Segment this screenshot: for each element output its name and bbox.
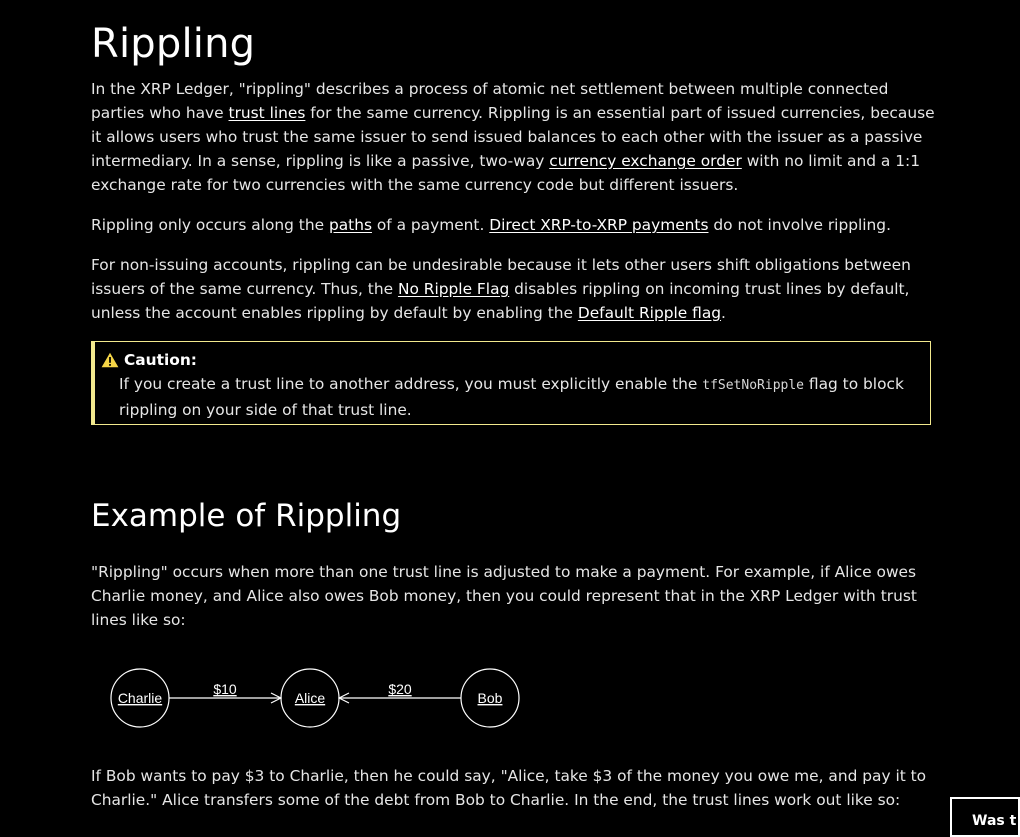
feedback-widget[interactable] <box>950 797 1020 837</box>
currency-exchange-order-link[interactable]: currency exchange order <box>549 152 742 170</box>
text-segment: flag to block rippling on your side of that trust line. <box>119 375 904 419</box>
text-segment: do not involve rippling. <box>708 216 891 234</box>
text-segment: for the same currency. Rippling is an essential part of issued currencies, because it allows users who trust the same issuer to send issued balances to each other with the issuer as a passive intermediary. In a sense, rippling is like a passive, two-way <box>91 104 935 170</box>
node-label-charlie[interactable]: Charlie <box>117 690 163 706</box>
example-paragraph: "Rippling" occurs when more than one trust line is adjusted to make a payment. For example, if Alice owes Charlie money, and Alice also owes Bob money, then you could represent that in the XRP Ledger with trust lines like so: <box>91 563 917 629</box>
node-label-bob[interactable]: Bob <box>477 690 503 706</box>
text-segment: Rippling only occurs along the <box>91 216 329 234</box>
caution-heading <box>101 348 197 372</box>
text-segment: . <box>721 304 726 322</box>
edge-label-10: $10 <box>213 681 237 697</box>
caution-body <box>119 372 931 422</box>
no-ripple-flag-link[interactable]: No Ripple Flag <box>397 280 510 298</box>
feedback-label: Was t <box>972 813 1017 829</box>
paths-link[interactable]: paths <box>328 216 372 234</box>
text-segment: of a payment. <box>371 216 490 234</box>
text-segment: For non-issuing accounts, rippling can be undesirable because it lets other users shift obligations between issuers of the same currency. Thus, the <box>91 256 911 298</box>
caution-callout <box>91 341 931 425</box>
code-tfsetnoripple: tfSetNoRipple <box>702 378 804 393</box>
intro-paragraph <box>91 77 937 197</box>
paths-paragraph <box>91 213 937 237</box>
non-issuing-paragraph <box>91 253 937 325</box>
text-segment: In the XRP Ledger, "rippling" describes a process of atomic net settlement between multiple connected parties who have <box>91 80 889 122</box>
trust-line-diagram <box>110 666 530 732</box>
node-label-alice[interactable]: Alice <box>294 690 326 706</box>
direct-xrp-payments-link[interactable]: Direct XRP-to-XRP payments <box>489 216 709 234</box>
default-ripple-flag-link[interactable]: Default Ripple flag <box>577 304 722 322</box>
section-heading-example: Example of Rippling <box>91 498 402 534</box>
text-segment: disables rippling on incoming trust lines by default, unless the account enables rippling by default by enabling the <box>91 280 910 322</box>
page-title: Rippling <box>91 21 256 67</box>
edge-label-20: $20 <box>388 681 412 697</box>
trust-lines-link[interactable]: trust lines <box>228 104 306 122</box>
caution-title: Caution: <box>124 351 197 369</box>
text-segment: If you create a trust line to another address, you must explicitly enable the <box>119 375 703 393</box>
text-segment: with no limit and a 1:1 exchange rate for two currencies with the same currency code but different issuers. <box>91 152 920 194</box>
warning-icon <box>101 352 119 368</box>
payment-paragraph: If Bob wants to pay $3 to Charlie, then he could say, "Alice, take $3 of the money you owe me, and pay it to Charlie." Alice transfers some of the debt from Bob to Charlie. In the end, the trust lines work out like so: <box>91 767 927 809</box>
